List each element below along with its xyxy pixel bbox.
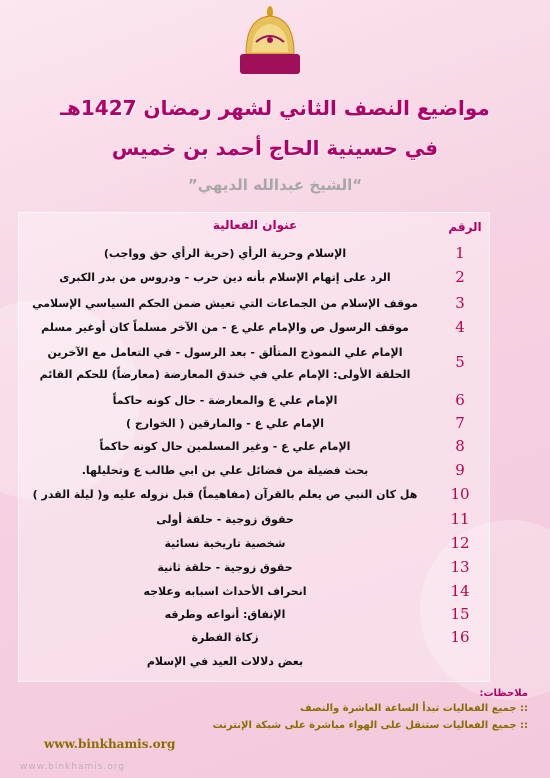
- row-title: الإمام علي ع والمعارضة - حال كونه حاكماً: [112, 394, 338, 407]
- row-number: 6: [455, 391, 465, 409]
- row-title: حقوق زوجية - حلقة ثانية: [157, 561, 293, 574]
- row-number: 7: [455, 414, 465, 432]
- row-number: 15: [450, 605, 470, 623]
- notes-section: [18, 688, 528, 737]
- website-link[interactable]: www.binkhamis.org: [44, 737, 176, 751]
- row-number: 9: [455, 461, 465, 479]
- table-row: [20, 558, 490, 578]
- row-title: بعض دلالات العيد في الإسلام: [146, 655, 304, 668]
- column-header-title: عنوان الفعالية: [212, 218, 298, 232]
- footer-url: www.binkhamis.org: [20, 762, 126, 772]
- row-number: 4: [455, 318, 465, 336]
- row-number: 16: [450, 628, 470, 646]
- table-row: [20, 652, 490, 672]
- row-number: 12: [450, 534, 470, 552]
- row-title: الحلقة الأولى: الإمام علي في خندق المعارضة (معارضاً) للحكم القائم: [39, 368, 411, 381]
- note-item: :: جميع الفعاليات ستنقل على الهواء مباشرة على شبكة الإنترنت: [212, 720, 528, 731]
- row-number: 10: [450, 485, 470, 503]
- row-number: 3: [455, 294, 465, 312]
- note-item: :: جميع الفعاليات تبدأ الساعة العاشرة والنصف: [300, 703, 528, 714]
- speaker-name: “الشيخ عبدالله الديهي”: [187, 176, 363, 194]
- table-row: [20, 628, 490, 648]
- row-title: شخصية تاريخية نسائية: [164, 537, 286, 550]
- table-row: [20, 391, 490, 411]
- table-row: [20, 268, 490, 288]
- row-number: 5: [455, 353, 465, 371]
- row-title: الإمام علي ع - وغير المسلمين حال كونه حاكماً: [99, 440, 351, 453]
- table-row: [20, 244, 490, 264]
- row-number: 2: [455, 268, 465, 286]
- row-title: زكاة الفطرة: [191, 631, 259, 644]
- row-title: الإنفاق: أنواعه وطرقه: [164, 608, 286, 621]
- row-number: 1: [455, 244, 465, 262]
- row-number: 11: [450, 510, 470, 528]
- row-title: الرد على إتهام الإسلام بأنه دين حرب - ودروس من بدر الكبرى: [59, 271, 391, 284]
- table-row: [20, 605, 490, 625]
- table-row: [20, 343, 490, 383]
- row-title: هل كان النبي ص يعلم بالقرآن (مفاهيماً) قبل نزوله عليه و( ليلة القدر ): [32, 488, 418, 501]
- row-title: موقف الإسلام من الجماعات التي تعيش ضمن الحكم السياسي الإسلامي: [32, 297, 418, 310]
- row-title: الإمام علي ع - والمارقين ( الخوارج ): [126, 417, 324, 430]
- notes-heading: ملاحظات:: [479, 688, 528, 699]
- logo-icon: [236, 4, 304, 82]
- column-header-number: الرقم: [448, 220, 482, 234]
- row-title: بحث فضيلة من فضائل علي بن ابي طالب ع وتحليلها.: [81, 464, 369, 477]
- row-title: حقوق زوجية - حلقة أولى: [156, 513, 294, 526]
- row-title: انحراف الأحداث اسبابه وعلاجه: [143, 585, 307, 598]
- row-title: موقف الرسول ص والإمام علي ع - من الآخر مسلماً كان أوغير مسلم: [41, 321, 409, 334]
- row-number: 14: [450, 582, 470, 600]
- table-row: [20, 318, 490, 338]
- table-row: [20, 485, 490, 505]
- row-title: الإسلام وحرية الرأي (حرية الرأي حق وواجب): [103, 247, 347, 260]
- table-row: [20, 534, 490, 554]
- table-row: [20, 414, 490, 434]
- table-row: [20, 294, 490, 314]
- page-title: مواضيع النصف الثاني لشهر رمضان 1427هـ: [60, 96, 490, 120]
- table-row: [20, 437, 490, 457]
- row-number: 8: [455, 437, 465, 455]
- row-title: الإمام علي النموذج المتألق - بعد الرسول - في التعامل مع الآخرين: [47, 346, 403, 359]
- table-row: [20, 510, 490, 530]
- table-row: [20, 461, 490, 481]
- row-number: 13: [450, 558, 470, 576]
- table-row: [20, 582, 490, 602]
- page-subtitle: في حسينية الحاج أحمد بن خميس: [111, 136, 439, 160]
